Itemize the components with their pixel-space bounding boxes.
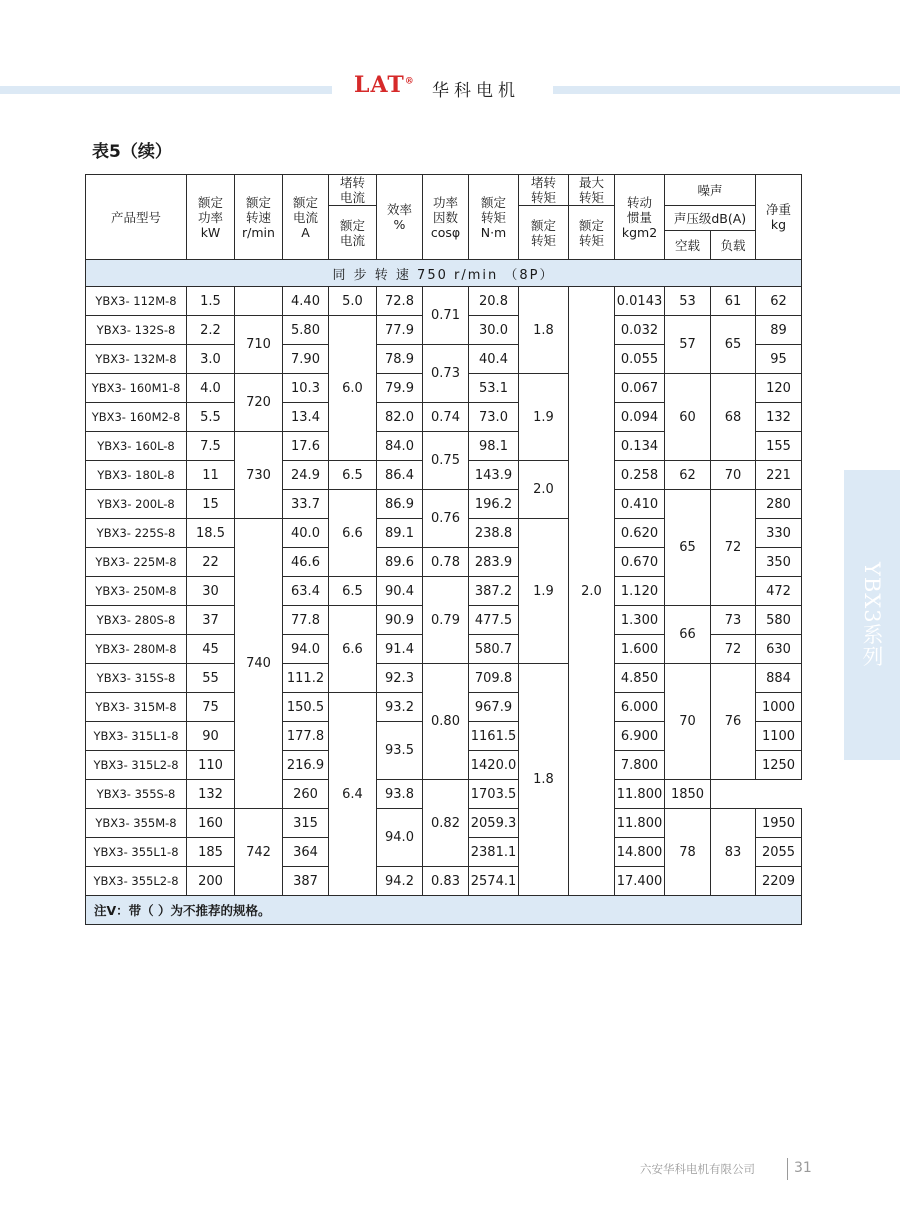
header-noise-load: 负载 <box>711 231 756 260</box>
cell-speed: 730 <box>235 432 283 519</box>
cell-power: 30 <box>187 577 235 606</box>
cell-noise-idle: 62 <box>665 461 711 490</box>
cell-pf: 0.73 <box>423 345 469 403</box>
cell-model: YBX3- 160M1-8 <box>86 374 187 403</box>
cell-model: YBX3- 315M-8 <box>86 693 187 722</box>
cell-noise-load: 68 <box>711 374 756 461</box>
cell-current: 5.80 <box>283 316 329 345</box>
header-noise-idle: 空载 <box>665 231 711 260</box>
sync-speed-row: 同 步 转 速 750 r/min （8P） <box>86 260 802 287</box>
cell-inertia: 0.620 <box>615 519 665 548</box>
cell-power: 1.5 <box>187 287 235 316</box>
cell-power: 11 <box>187 461 235 490</box>
cell-model: YBX3- 225S-8 <box>86 519 187 548</box>
cell-noise-load: 61 <box>711 287 756 316</box>
cell-torque: 2059.3 <box>469 809 519 838</box>
cell-inertia: 1.120 <box>615 577 665 606</box>
header-efficiency: 效率 % <box>377 175 423 260</box>
cell-current: 46.6 <box>283 548 329 577</box>
cell-power: 110 <box>187 751 235 780</box>
cell-speed: 742 <box>235 809 283 896</box>
cell-pf: 0.79 <box>423 577 469 664</box>
cell-weight: 89 <box>756 316 802 345</box>
cell-speed: 740 <box>235 519 283 809</box>
cell-noise-load: 72 <box>711 490 756 606</box>
cell-weight: 472 <box>756 577 802 606</box>
cell-pf: 0.80 <box>423 664 469 780</box>
cell-model: YBX3- 225M-8 <box>86 548 187 577</box>
cell-weight: 120 <box>756 374 802 403</box>
cell-model: YBX3- 112M-8 <box>86 287 187 316</box>
cell-weight: 62 <box>756 287 802 316</box>
cell-inertia: 7.800 <box>615 751 665 780</box>
cell-inertia: 11.800 <box>615 809 665 838</box>
header-max-torque-bottom: 额定 转矩 <box>569 206 615 260</box>
cell-torque: 196.2 <box>469 490 519 519</box>
cell-stall-current: 6.5 <box>329 461 377 490</box>
spec-table <box>85 174 802 925</box>
cell-power: 200 <box>187 867 235 896</box>
cell-weight: 95 <box>756 345 802 374</box>
cell-weight: 1000 <box>756 693 802 722</box>
cell-model: YBX3- 315L2-8 <box>86 751 187 780</box>
cell-stall-torque: 1.8 <box>519 664 569 896</box>
table-row <box>86 490 802 519</box>
cell-weight: 155 <box>756 432 802 461</box>
cell-pf: 0.78 <box>423 548 469 577</box>
cell-current: 24.9 <box>283 461 329 490</box>
cell-inertia: 0.258 <box>615 461 665 490</box>
cell-inertia: 17.400 <box>615 867 665 896</box>
cell-inertia: 0.055 <box>615 345 665 374</box>
cell-torque: 2574.1 <box>469 867 519 896</box>
cell-eff: 90.4 <box>377 577 423 606</box>
cell-model: YBX3- 132S-8 <box>86 316 187 345</box>
cell-pf: 0.75 <box>423 432 469 490</box>
header-current: 额定 电流 A <box>283 175 329 260</box>
cell-weight: 2209 <box>756 867 802 896</box>
cell-model: YBX3- 280M-8 <box>86 635 187 664</box>
cell-weight: 580 <box>756 606 802 635</box>
cell-noise-idle: 65 <box>665 490 711 606</box>
cell-torque: 580.7 <box>469 635 519 664</box>
header-stall-current-bottom: 额定 电流 <box>329 206 377 260</box>
header-speed: 额定 转速 r/min <box>235 175 283 260</box>
header-power-factor: 功率 因数 cosφ <box>423 175 469 260</box>
cell-torque: 143.9 <box>469 461 519 490</box>
cell-torque: 53.1 <box>469 374 519 403</box>
cell-inertia: 6.900 <box>615 722 665 751</box>
cell-power: 2.2 <box>187 316 235 345</box>
cell-current: 387 <box>283 867 329 896</box>
cell-stall-torque: 1.9 <box>519 374 569 461</box>
cell-power: 185 <box>187 838 235 867</box>
cell-torque: 1420.0 <box>469 751 519 780</box>
cell-power: 7.5 <box>187 432 235 461</box>
cell-noise-load: 70 <box>711 461 756 490</box>
cell-eff: 93.8 <box>377 780 423 809</box>
header-bar-right <box>553 86 900 94</box>
header-torque: 额定 转矩 N·m <box>469 175 519 260</box>
cell-torque: 283.9 <box>469 548 519 577</box>
cell-current: 94.0 <box>283 635 329 664</box>
cell-torque: 967.9 <box>469 693 519 722</box>
cell-current: 63.4 <box>283 577 329 606</box>
cell-model: YBX3- 315L1-8 <box>86 722 187 751</box>
cell-eff: 86.4 <box>377 461 423 490</box>
header-model: 产品型号 <box>86 175 187 260</box>
cell-eff: 90.9 <box>377 606 423 635</box>
cell-power: 15 <box>187 490 235 519</box>
cell-stall-current: 6.0 <box>329 316 377 461</box>
cell-inertia: 14.800 <box>615 838 665 867</box>
cell-weight: 132 <box>756 403 802 432</box>
cell-model: YBX3- 355S-8 <box>86 780 187 809</box>
cell-eff: 82.0 <box>377 403 423 432</box>
page-number: 31 <box>794 1160 812 1176</box>
cell-weight: 1100 <box>756 722 802 751</box>
cell-eff: 79.9 <box>377 374 423 403</box>
cell-current: 150.5 <box>283 693 329 722</box>
cell-torque: 73.0 <box>469 403 519 432</box>
cell-noise-load: 76 <box>711 664 756 780</box>
brand-name: 华科电机 <box>432 81 520 101</box>
cell-torque: 1161.5 <box>469 722 519 751</box>
cell-current: 33.7 <box>283 490 329 519</box>
cell-noise-idle: 60 <box>665 374 711 461</box>
table-row <box>86 780 802 809</box>
cell-torque: 1703.5 <box>469 780 519 809</box>
cell-torque: 2381.1 <box>469 838 519 867</box>
cell-inertia: 0.067 <box>615 374 665 403</box>
cell-current: 177.8 <box>283 722 329 751</box>
cell-stall-torque: 2.0 <box>519 461 569 519</box>
cell-stall-current: 5.0 <box>329 287 377 316</box>
cell-current: 17.6 <box>283 432 329 461</box>
side-tab <box>844 470 900 760</box>
cell-model: YBX3- 200L-8 <box>86 490 187 519</box>
cell-model: YBX3- 250M-8 <box>86 577 187 606</box>
cell-stall-current: 6.6 <box>329 606 377 693</box>
cell-stall-torque: 1.8 <box>519 287 569 374</box>
cell-current: 260 <box>283 780 329 809</box>
cell-model: YBX3- 355L1-8 <box>86 838 187 867</box>
cell-power: 160 <box>187 809 235 838</box>
cell-current: 40.0 <box>283 519 329 548</box>
cell-inertia: 0.670 <box>615 548 665 577</box>
cell-inertia: 4.850 <box>615 664 665 693</box>
cell-noise-idle: 66 <box>665 606 711 664</box>
cell-torque: 387.2 <box>469 577 519 606</box>
side-tab-label: YBX3系列 <box>860 562 884 668</box>
cell-pf: 0.74 <box>423 403 469 432</box>
footer-divider <box>787 1158 788 1180</box>
cell-power: 18.5 <box>187 519 235 548</box>
cell-inertia: 6.000 <box>615 693 665 722</box>
header-inertia: 转动 惯量 kgm2 <box>615 175 665 260</box>
cell-current: 4.40 <box>283 287 329 316</box>
cell-weight: 280 <box>756 490 802 519</box>
cell-inertia: 0.032 <box>615 316 665 345</box>
cell-current: 111.2 <box>283 664 329 693</box>
table-title: 表5（续） <box>92 142 172 162</box>
cell-inertia: 0.0143 <box>615 287 665 316</box>
cell-weight: 2055 <box>756 838 802 867</box>
cell-pf: 0.76 <box>423 490 469 548</box>
cell-eff: 86.9 <box>377 490 423 519</box>
cell-weight: 330 <box>756 519 802 548</box>
cell-power: 90 <box>187 722 235 751</box>
cell-model: YBX3- 355M-8 <box>86 809 187 838</box>
cell-speed-empty <box>235 287 283 316</box>
header-noise: 噪声 <box>665 175 756 206</box>
cell-model: YBX3- 280S-8 <box>86 606 187 635</box>
header-stall-torque-bottom: 额定 转矩 <box>519 206 569 260</box>
header-bar-left <box>0 86 332 94</box>
cell-pf: 0.82 <box>423 780 469 867</box>
cell-model: YBX3- 355L2-8 <box>86 867 187 896</box>
cell-model: YBX3- 160M2-8 <box>86 403 187 432</box>
cell-torque: 238.8 <box>469 519 519 548</box>
header-noise-sub: 声压级dB(A) <box>665 206 756 231</box>
cell-inertia: 1.300 <box>615 606 665 635</box>
cell-weight: 350 <box>756 548 802 577</box>
lat-logo: LAT® <box>354 72 415 98</box>
cell-power: 37 <box>187 606 235 635</box>
cell-model: YBX3- 132M-8 <box>86 345 187 374</box>
cell-pf: 0.83 <box>423 867 469 896</box>
cell-power: 132 <box>187 780 235 809</box>
header-stall-torque-top: 堵转 转矩 <box>519 175 569 206</box>
cell-eff: 72.8 <box>377 287 423 316</box>
cell-torque: 20.8 <box>469 287 519 316</box>
cell-power: 45 <box>187 635 235 664</box>
cell-power: 55 <box>187 664 235 693</box>
cell-weight: 1250 <box>756 751 802 780</box>
cell-eff: 89.6 <box>377 548 423 577</box>
cell-inertia: 1.600 <box>615 635 665 664</box>
cell-noise-load: 65 <box>711 316 756 374</box>
cell-max-torque: 2.0 <box>569 287 615 896</box>
cell-speed: 710 <box>235 316 283 374</box>
cell-power: 75 <box>187 693 235 722</box>
cell-inertia: 0.134 <box>615 432 665 461</box>
cell-noise-idle: 53 <box>665 287 711 316</box>
cell-eff: 94.2 <box>377 867 423 896</box>
cell-current: 216.9 <box>283 751 329 780</box>
header-weight: 净重 kg <box>756 175 802 260</box>
cell-stall-current: 6.5 <box>329 577 377 606</box>
cell-model: YBX3- 315S-8 <box>86 664 187 693</box>
cell-eff: 89.1 <box>377 519 423 548</box>
header-max-torque-top: 最大 转矩 <box>569 175 615 206</box>
cell-eff: 93.2 <box>377 693 423 722</box>
footer-company: 六安华科电机有限公司 <box>640 1162 755 1176</box>
cell-weight: 884 <box>756 664 802 693</box>
cell-model: YBX3- 180L-8 <box>86 461 187 490</box>
cell-eff: 94.0 <box>377 809 423 867</box>
cell-noise-idle: 78 <box>665 809 711 896</box>
cell-eff: 91.4 <box>377 635 423 664</box>
cell-current: 315 <box>283 809 329 838</box>
cell-power: 3.0 <box>187 345 235 374</box>
cell-inertia: 11.800 <box>615 780 665 809</box>
cell-eff: 93.5 <box>377 722 423 780</box>
cell-weight: 630 <box>756 635 802 664</box>
table-note: 注V：带（ ）为不推荐的规格。 <box>86 896 802 925</box>
cell-eff: 92.3 <box>377 664 423 693</box>
cell-noise-load: 83 <box>711 809 756 896</box>
cell-torque: 40.4 <box>469 345 519 374</box>
cell-torque: 98.1 <box>469 432 519 461</box>
cell-weight: 1850 <box>665 780 711 809</box>
cell-eff: 78.9 <box>377 345 423 374</box>
header-power: 额定 功率 kW <box>187 175 235 260</box>
cell-current: 13.4 <box>283 403 329 432</box>
table-row <box>86 287 802 316</box>
header-stall-current-top: 堵转 电流 <box>329 175 377 206</box>
cell-stall-torque: 1.9 <box>519 519 569 664</box>
cell-weight: 221 <box>756 461 802 490</box>
cell-power: 5.5 <box>187 403 235 432</box>
cell-noise-load: 72 <box>711 635 756 664</box>
cell-torque: 709.8 <box>469 664 519 693</box>
cell-current: 10.3 <box>283 374 329 403</box>
cell-power: 22 <box>187 548 235 577</box>
table-row <box>86 664 802 693</box>
cell-current: 7.90 <box>283 345 329 374</box>
cell-inertia: 0.094 <box>615 403 665 432</box>
cell-pf: 0.71 <box>423 287 469 345</box>
cell-noise-idle: 57 <box>665 316 711 374</box>
cell-noise-load: 73 <box>711 606 756 635</box>
cell-noise-idle: 70 <box>665 664 711 780</box>
cell-current: 77.8 <box>283 606 329 635</box>
cell-current: 364 <box>283 838 329 867</box>
cell-model: YBX3- 160L-8 <box>86 432 187 461</box>
cell-inertia: 0.410 <box>615 490 665 519</box>
cell-stall-current: 6.6 <box>329 490 377 577</box>
cell-speed: 720 <box>235 374 283 432</box>
cell-torque: 30.0 <box>469 316 519 345</box>
cell-eff: 84.0 <box>377 432 423 461</box>
cell-eff: 77.9 <box>377 316 423 345</box>
cell-torque: 477.5 <box>469 606 519 635</box>
cell-stall-current: 6.4 <box>329 693 377 896</box>
cell-power: 4.0 <box>187 374 235 403</box>
cell-weight: 1950 <box>756 809 802 838</box>
